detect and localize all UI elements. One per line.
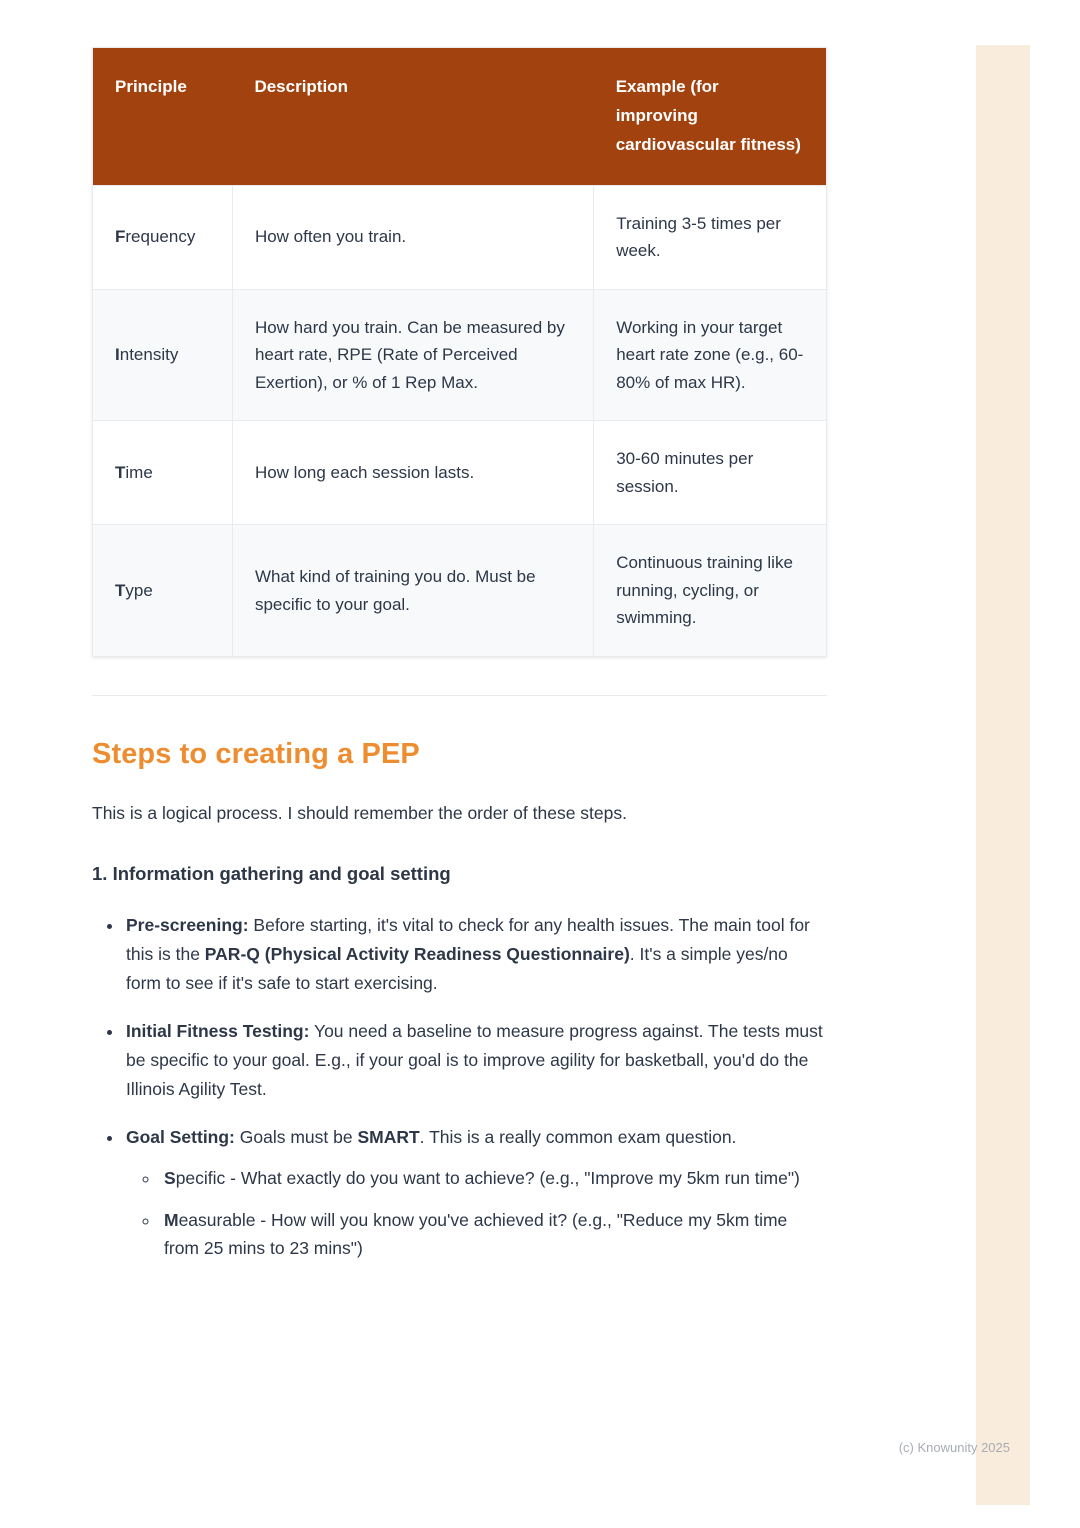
text: . It's a simple yes/no form to see if it's safe to start exercising. [126,944,788,994]
table-header-cell: Example (for improving cardiovascular fitness) [594,48,827,186]
text: You need a baseline to measure progress against. The tests must be specific to your goal. E.g., if your goal is to improve agility for basketball, you'd do the Illinois Agility Test. [126,1021,823,1100]
example-cell: 30-60 minutes per session. [594,421,827,525]
fitt-principles-table [92,47,827,657]
example-cell: Continuous training like running, cycling, or swimming. [594,525,827,657]
table-header-row [93,48,827,186]
text: Goals must be [234,1127,358,1148]
text: ype [125,580,153,600]
text: Before starting, it's vital to check for any health issues. The main tool for this is the [126,914,810,965]
principle-cell [93,185,233,289]
table-row [93,525,827,657]
text: ntensity [119,345,179,365]
principle-cell [93,421,233,525]
copyright-footer: (c) Knowunity 2025 [898,1440,1010,1455]
table-row [93,185,827,289]
table-row [93,421,827,525]
table-body [93,185,827,656]
text: easurable - How will you know you've achieved it? (e.g., "Reduce my 5km time from 25 mins to 23 mins") [164,1210,788,1259]
bold-text: PAR-Q (Physical Activity Readiness Questionnaire) [204,944,630,965]
bold-text: T [115,580,126,600]
bold-text: S [164,1168,176,1189]
table-header-cell: Principle [93,48,233,186]
section-divider [92,695,827,696]
right-decor-strip [976,45,1030,1505]
text: pecific - What exactly do you want to achieve? (e.g., "Improve my 5km run time") [175,1168,800,1189]
principle-cell [93,289,233,421]
bold-text: F [115,227,126,247]
bold-text: T [115,463,126,483]
text: ime [125,463,153,483]
section-heading: Steps to creating a PEP [92,737,420,770]
steps-bullet-list [92,911,827,1262]
bold-text: I [115,345,120,365]
intro-paragraph: This is a logical process. I should remember the order of these steps. [92,802,627,823]
bold-text: M [164,1210,179,1231]
table-head [93,48,827,186]
bold-text: Goal Setting: [126,1127,235,1148]
bold-text: Initial Fitness Testing: [126,1021,310,1042]
list-item [124,1017,827,1104]
sub-list-item [160,1206,827,1262]
sub-list [126,1164,827,1262]
principle-cell [93,525,233,657]
description-cell: What kind of training you do. Must be specific to your goal. [232,525,593,657]
description-cell: How hard you train. Can be measured by heart rate, RPE (Rate of Perceived Exertion), or % of 1 Rep Max. [232,289,593,421]
list-item [124,1123,827,1262]
list-item [124,911,827,998]
table-row [93,289,827,421]
text: . This is a really common exam question. [419,1127,737,1148]
text: requency [125,227,196,247]
table-header-cell: Description [232,48,593,186]
bold-text: Pre-screening: [126,914,249,935]
description-cell: How often you train. [232,185,593,289]
description-cell: How long each session lasts. [232,421,593,525]
sub-list-item [160,1164,827,1192]
example-cell: Working in your target heart rate zone (e.g., 60-80% of max HR). [594,289,827,421]
example-cell: Training 3-5 times per week. [594,185,827,289]
bold-text: SMART [357,1127,420,1148]
subsection-heading: 1. Information gathering and goal setting [92,862,451,884]
document-content [92,47,827,1281]
